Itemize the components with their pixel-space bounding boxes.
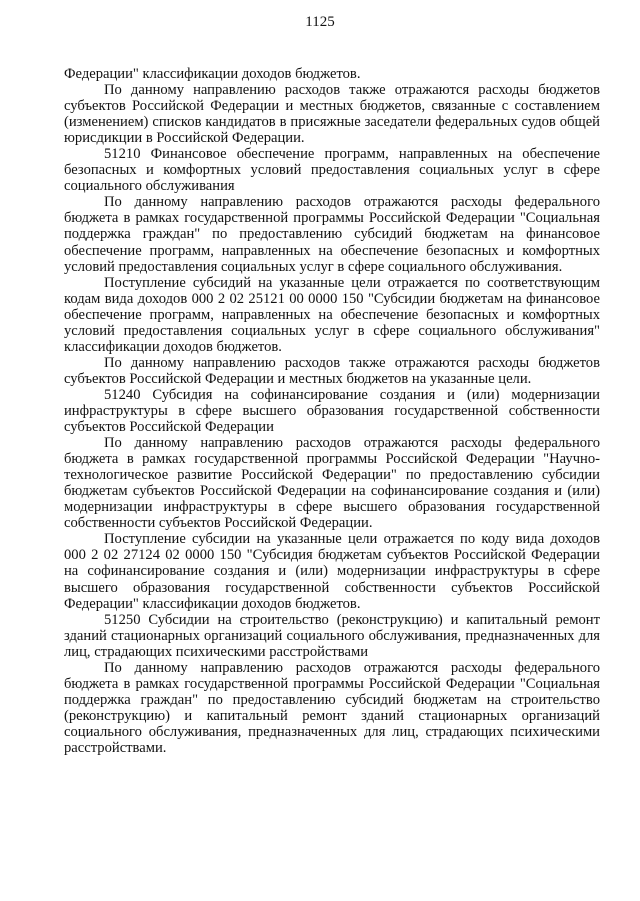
paragraph: По данному направлению расходов отражаются расходы федерального бюджета в рамках государственной программы Российской Федерации "Научно-технологическое развитие Российской Федерации" по предоставлению субсидии бюджетам субъектов Российской Федерации на софинансирование создания и (или) модернизации инфраструктуры в сфере высшего образования государственной собственности субъектов Российской Федерации. <box>64 435 600 532</box>
paragraph: По данному направлению расходов также отражаются расходы бюджетов субъектов Российской Федерации и местных бюджетов, связанные с составлением (изменением) списков кандидатов в присяжные заседатели федеральных судов общей юрисдикции в Российской Федерации. <box>64 82 600 147</box>
page-number: 1125 <box>305 14 335 30</box>
paragraph: Поступление субсидий на указанные цели отражается по соответствующим кодам вида доходов 000 2 02 25121 00 0000 150 "Субсидии бюджетам на финансовое обеспечение программ, направленных на обеспечение безопасных и комфортных условий предоставления социальных услуг в сфере социального обслуживания" классификации доходов бюджетов. <box>64 274 600 355</box>
paragraph: По данному направлению расходов отражаются расходы федерального бюджета в рамках государственной программы Российской Федерации "Социальная поддержка граждан" по предоставлению субсидий бюджетам на финансовое обеспечение программ, направленных на обеспечение безопасных и комфортных условий предоставления социальных услуг в сфере социального обслуживания. <box>64 194 600 275</box>
paragraph: По данному направлению расходов также отражаются расходы бюджетов субъектов Российской Федерации и местных бюджетов на указанные цели. <box>64 354 600 387</box>
paragraph-continuation: Федерации" классификации доходов бюджетов. <box>64 66 361 82</box>
paragraph: Поступление субсидии на указанные цели отражается по коду вида доходов 000 2 02 27124 02 0000 150 "Субсидия бюджетам субъектов Российской Федерации на софинансирование создания и (или) модернизации инфраструктуры в сфере высшего образования государственной собственности субъектов Российской Федерации" классификации доходов бюджетов. <box>64 531 600 612</box>
section-heading-51240: 51240 Субсидия на софинансирование создания и (или) модернизации инфраструктуры в сфере высшего образования государственной собственности субъектов Российской Федерации <box>64 386 600 436</box>
paragraph: По данному направлению расходов отражаются расходы федерального бюджета в рамках государственной программы Российской Федерации "Социальная поддержка граждан" по предоставлению субсидий бюджетам на строительство (реконструкцию) и капитальный ремонт зданий стационарных организаций социального обслуживания, предназначенных для лиц, страдающих психическими расстройствами. <box>64 659 600 756</box>
section-heading-51250: 51250 Субсидии на строительство (реконструкцию) и капитальный ремонт зданий стационарных организаций социального обслуживания, предназначенных для лиц, страдающих психическими расстройствами <box>64 611 600 660</box>
section-heading-51210: 51210 Финансовое обеспечение программ, направленных на обеспечение безопасных и комфортных условий предоставления социальных услуг в сфере социального обслуживания <box>64 146 600 195</box>
document-body <box>64 66 600 756</box>
